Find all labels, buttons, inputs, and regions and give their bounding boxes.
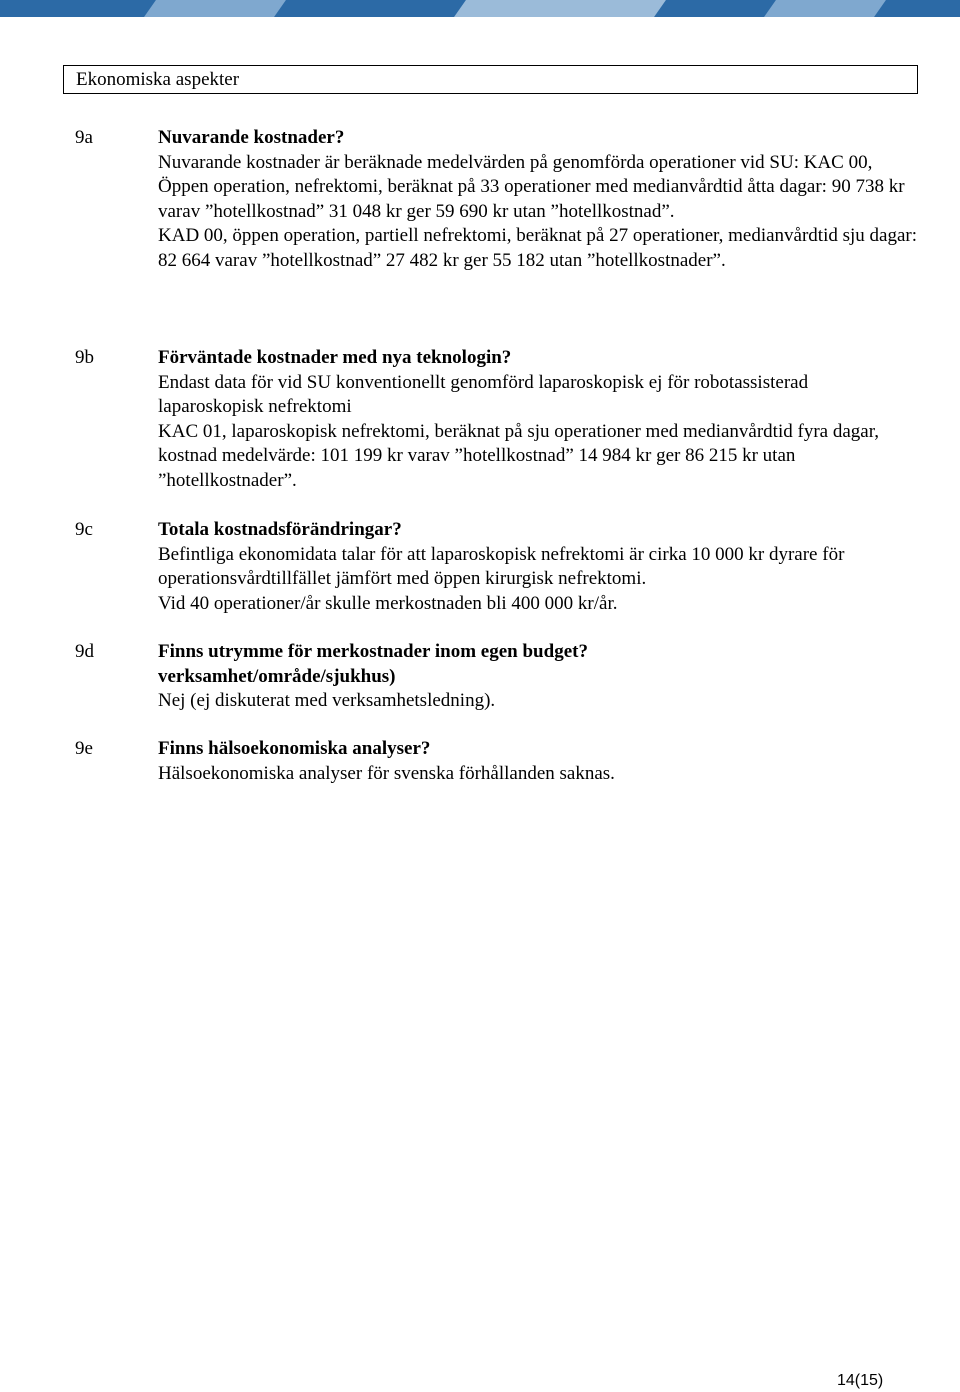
banner-stripe bbox=[144, 0, 286, 17]
section-header-title: Ekonomiska aspekter bbox=[76, 69, 240, 90]
section-label: 9d bbox=[75, 641, 94, 662]
section-paragraph: Nuvarande kostnader är beräknade medelvärden på genomförda operationer vid SU: KAC 00, Öppen operation, nefrektomi, beräknat på 33 operationer med medianvårdtid åtta dagar: 90 738 kr varav ”hotellkostnad” 31 048 kr ger 59 690 kr utan ”hotellkostnad”. bbox=[158, 151, 905, 222]
section-label: 9c bbox=[75, 519, 93, 540]
section-heading: Nuvarande kostnader? bbox=[158, 127, 345, 148]
section-body bbox=[158, 126, 918, 273]
section-paragraph: Nej (ej diskuterat med verksamhetsledning). bbox=[158, 690, 496, 711]
section-body bbox=[158, 518, 918, 616]
section-heading: Totala kostnadsförändringar? bbox=[158, 519, 402, 540]
banner-stripe bbox=[764, 0, 886, 17]
section-paragraph: KAC 01, laparoskopisk nefrektomi, beräknat på sju operationer med medianvårdtid fyra dagar, kostnad medelvärde: 101 199 kr varav ”hotellkostnad” 14 984 kr ger 86 215 kr utan ”hotellkostnader”. bbox=[158, 420, 880, 491]
section-body bbox=[158, 640, 918, 714]
section-paragraph: Befintliga ekonomidata talar för att laparoskopisk nefrektomi är cirka 10 000 kr dyrare för operationsvårdtillfället jämfört med öppen kirurgisk nefrektomi. bbox=[158, 543, 845, 589]
banner-stripe bbox=[454, 0, 666, 17]
section-label: 9b bbox=[75, 347, 94, 368]
section-body bbox=[158, 346, 918, 493]
section-heading: Finns hälsoekonomiska analyser? bbox=[158, 738, 431, 759]
section-header-box bbox=[63, 65, 918, 94]
section-paragraph: Endast data för vid SU konventionellt genomförd laparoskopisk ej för robotassisterad laparoskopisk nefrektomi bbox=[158, 371, 809, 417]
section-body bbox=[158, 737, 918, 786]
top-banner bbox=[0, 0, 960, 17]
section-subheading: verksamhet/område/sjukhus) bbox=[158, 665, 396, 687]
section-paragraph: Vid 40 operationer/år skulle merkostnaden bli 400 000 kr/år. bbox=[158, 592, 618, 614]
section-heading: Förväntade kostnader med nya teknologin? bbox=[158, 347, 512, 368]
section-label: 9a bbox=[75, 127, 93, 148]
section-paragraph: KAD 00, öppen operation, partiell nefrektomi, beräknat på 27 operationer, medianvårdtid sju dagar: 82 664 varav ”hotellkostnad” 27 482 kr ger 55 182 utan ”hotellkostnader”. bbox=[158, 225, 917, 271]
section-paragraph: Hälsoekonomiska analyser för svenska förhållanden saknas. bbox=[158, 762, 615, 784]
section-label: 9e bbox=[75, 738, 93, 759]
section-heading: Finns utrymme för merkostnader inom egen budget? bbox=[158, 641, 588, 662]
page-number: 14(15) bbox=[837, 1372, 884, 1389]
